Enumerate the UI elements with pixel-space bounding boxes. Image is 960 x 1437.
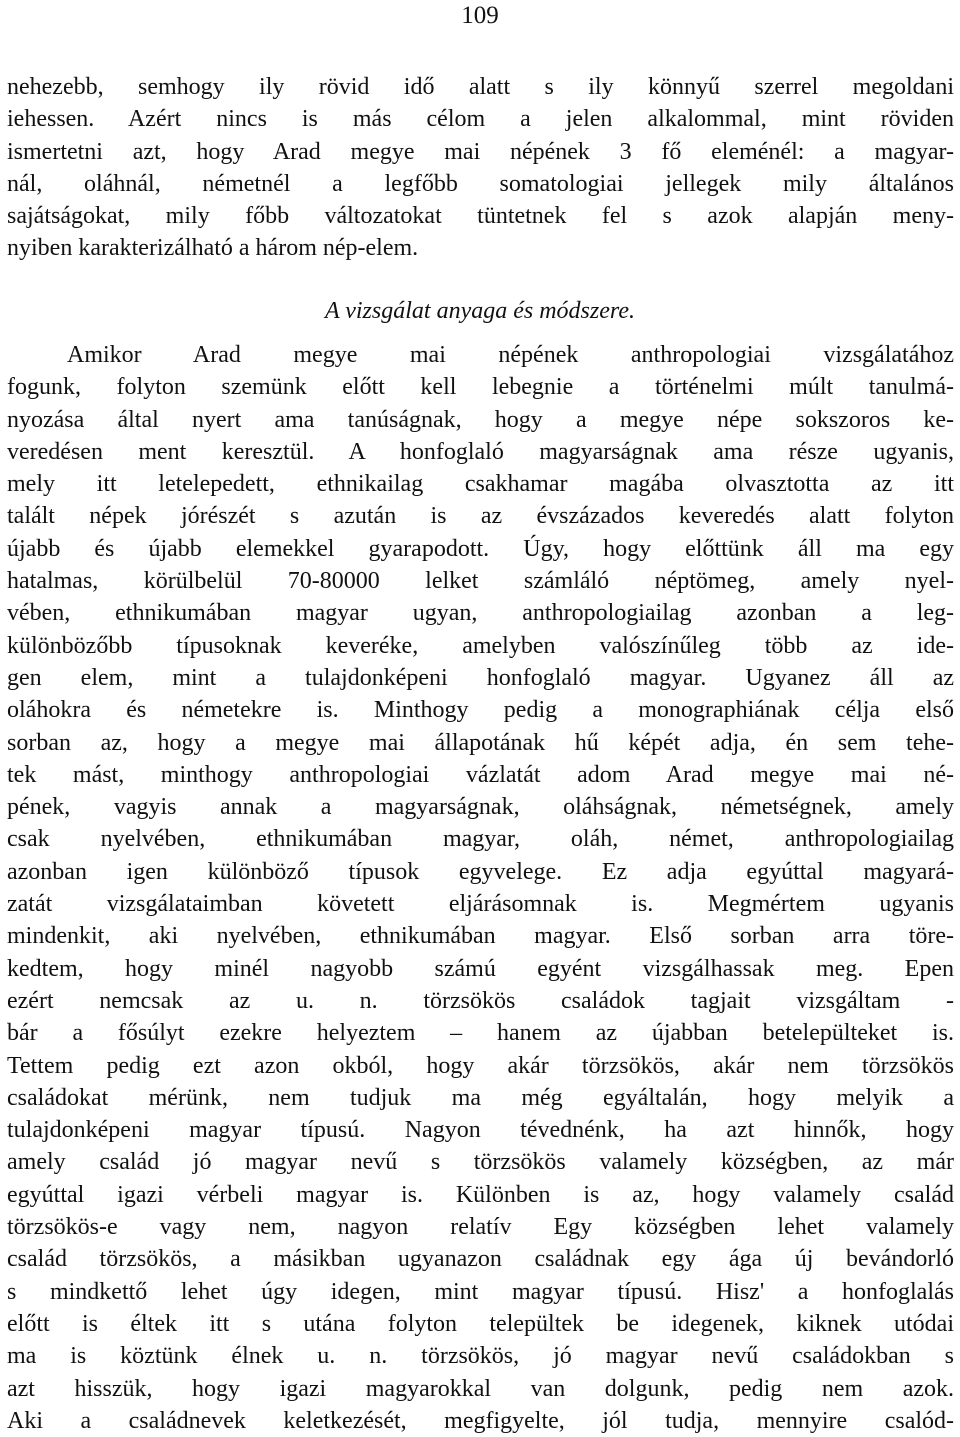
text-line: iehessen. Azért nincs is más célom a jelen alkalommal, mint röviden — [7, 106, 954, 133]
paragraph-method — [7, 339, 954, 1437]
text-line: nyiben karakterizálható a három nép-elem. — [7, 235, 419, 262]
text-line: Amikor Arad megye mai népének anthropologiai vizsgálatához — [67, 342, 954, 368]
text-line: azonban igen különböző típusok egyvelege. Ez adja egyúttal magyará- — [7, 858, 954, 885]
text-line: tulajdonképeni magyar típusú. Nagyon tévednénk, ha azt hinnők, hogy — [7, 1117, 954, 1144]
text-line: zatát vizsgálataimban követett eljárásomnak is. Megmértem ugyanis — [7, 891, 954, 918]
text-line: nehezebb, semhogy ily rövid idő alatt s ily könnyű szerrel megoldani — [7, 74, 954, 100]
text-line: amely család jó magyar nevű s törzsökös valamely községben, az már — [7, 1149, 954, 1176]
page-number: 109 — [461, 2, 499, 29]
text-line: tek mást, minthogy anthropologiai vázlatát adom Arad megye mai né- — [7, 761, 954, 788]
text-line: mindenkit, aki nyelvében, ethnikumában magyar. Első sorban arra töre- — [7, 923, 954, 950]
text-line: egyúttal igazi vérbeli magyar is. Különben is az, hogy valamely család — [7, 1181, 954, 1208]
text-line: bár a fősúlyt ezekre helyeztem – hanem az újabban betelepülteket is. — [7, 1020, 954, 1047]
text-line: törzsökös-e vagy nem, nagyon relatív Egy községben lehet valamely — [7, 1214, 954, 1241]
text-line: hatalmas, körülbelül 70-80000 lelket számláló néptömeg, amely nyel- — [7, 568, 954, 595]
text-line: sajátságokat, mily főbb változatokat tüntetnek fel s azok alapján meny- — [7, 203, 954, 230]
text-line: Aki a családnevek keletkezését, megfigyelte, jól tudja, mennyire csalód- — [7, 1407, 954, 1434]
text-line: nál, oláhnál, németnél a legfőbb somatologiai jellegek mily általános — [7, 170, 954, 197]
text-line: pének, vagyis annak a magyarságnak, oláhságnak, németségnek, amely — [7, 794, 954, 821]
text-line: talált népek jórészét s azután is az évszázados keveredés alatt folyton — [7, 503, 954, 530]
text-line: újabb és újabb elemekkel gyarapodott. Úgy, hogy előttünk áll ma egy — [7, 535, 954, 562]
text-line: mely itt letelepedett, ethnikailag csakhamar magába olvasztotta az itt — [7, 471, 954, 498]
paragraph-intro — [7, 71, 954, 265]
text-line: fogunk, folyton szemünk előtt kell lebegnie a történelmi múlt tanulmá- — [7, 374, 954, 401]
text-line: ismertetni azt, hogy Arad megye mai népének 3 fő eleménél: a magyar- — [7, 138, 954, 165]
text-line: előtt is éltek itt s utána folyton települtek be idegenek, kiknek utódai — [7, 1310, 954, 1337]
text-line: ma is köztünk élnek u. n. törzsökös, jó magyar nevű családokban s — [7, 1343, 954, 1370]
text-line: gen elem, mint a tulajdonképeni honfoglaló magyar. Ugyanez áll az — [7, 664, 954, 691]
text-line: kedtem, hogy minél nagyobb számú egyént vizsgálhassak meg. Epen — [7, 955, 954, 982]
text-line: családokat mérünk, nem tudjuk ma még egyáltalán, hogy melyik a — [7, 1084, 954, 1111]
text-line: s mindkettő lehet úgy idegen, mint magyar típusú. Hisz' a honfoglalás — [7, 1278, 954, 1305]
text-line: azt hisszük, hogy igazi magyarokkal van dolgunk, pedig nem azok. — [7, 1375, 954, 1402]
text-line: család törzsökös, a másikban ugyanazon családnak egy ága új bevándorló — [7, 1246, 954, 1273]
text-line: sorban az, hogy a megye mai állapotának hű képét adja, én sem tehe- — [7, 729, 954, 756]
text-line: ezért nemcsak az u. n. törzsökös családok tagjait vizsgáltam - — [7, 987, 954, 1014]
text-line: csak nyelvében, ethnikumában magyar, oláh, német, anthropologiailag — [7, 826, 954, 853]
text-line: nyozása által nyert ama tanúságnak, hogy a megye népe sokszoros ke- — [7, 406, 954, 433]
text-line: veredésen ment keresztül. A honfoglaló magyarságnak ama része ugyanis, — [7, 438, 954, 465]
text-line: különbözőbb típusoknak keveréke, amelyben valószínűleg több az ide- — [7, 632, 954, 659]
section-heading: A vizsgálat anyaga és módszere. — [325, 298, 635, 324]
text-line: oláhokra és németekre is. Minthogy pedig a monographiának célja első — [7, 697, 954, 724]
text-line: Tettem pedig ezt azon okból, hogy akár törzsökös, akár nem törzsökös — [7, 1052, 954, 1079]
text-line: vében, ethnikumában magyar ugyan, anthropologiailag azonban a leg- — [7, 600, 954, 627]
